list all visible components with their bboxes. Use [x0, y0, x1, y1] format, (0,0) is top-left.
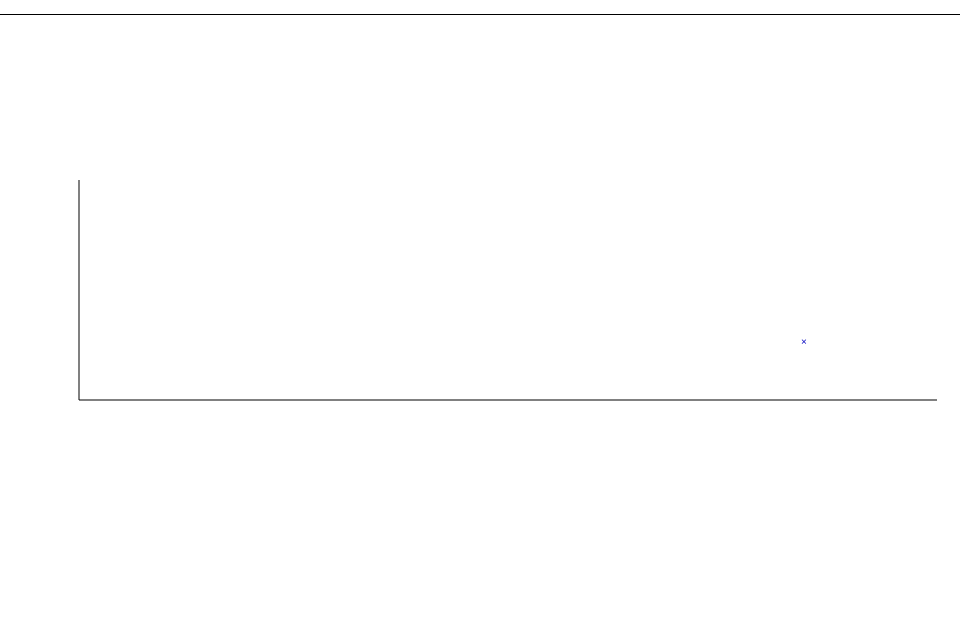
legend-marker-icon: ×	[801, 337, 807, 348]
header-divider	[0, 14, 960, 15]
page-header	[0, 0, 960, 14]
scatter-chart	[0, 165, 960, 475]
chart-legend	[799, 337, 815, 351]
